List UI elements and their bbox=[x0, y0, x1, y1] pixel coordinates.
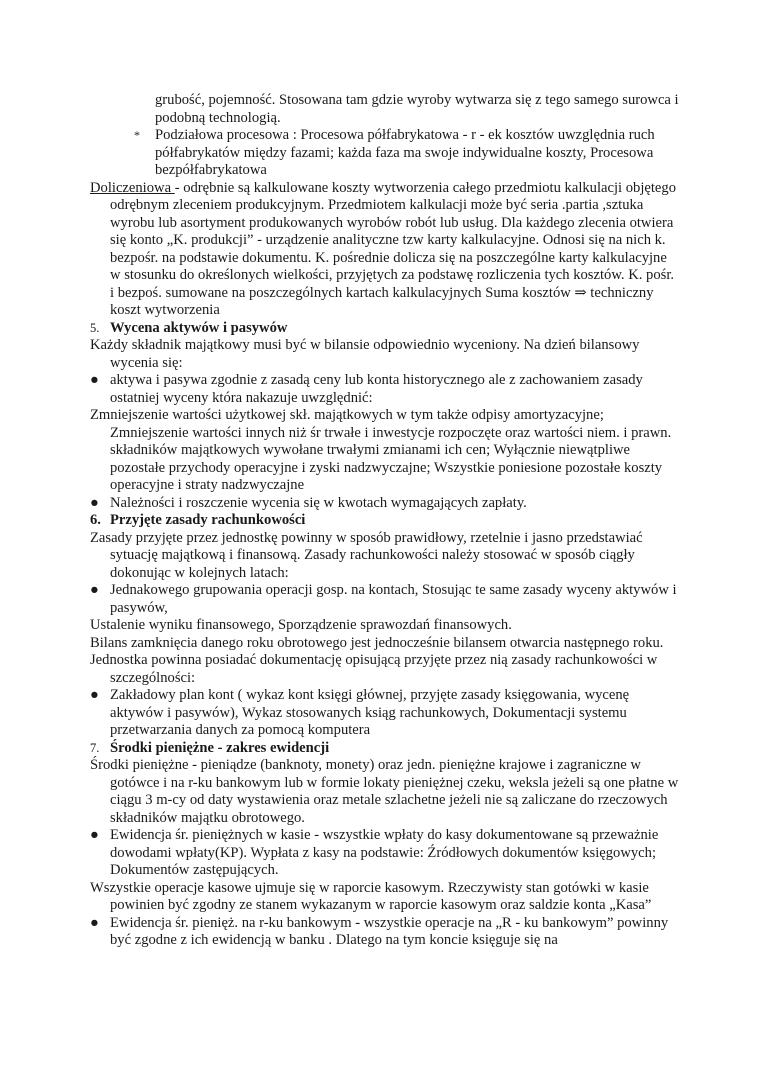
bullet-dot: ● bbox=[90, 582, 99, 598]
paragraph-text: - odrębnie są kalkulowane koszty wytworzenia całego przedmiotu kalkulacji objętego odrębnym zleceniem produkcyjnym. Przedmiotem kalkulacji może być seria .partia ,sztuka wyrobu lub asortyment produkowanych wyrobów robót lub usług. Dla każdego zlecenia otwiera się konto „K. produkcji” - urządzenie analityczne tzw karty kalkulacyjne. Odnosi się na nich k. bezpośr. na podstawie dokumentu. K. pośrednie dolicza się na poszczególne karty kalkulacyjne w stosunku do określonych wielkości, przyjętych za podstawę rozliczenia tych kosztów. K. pośr. i bezpoś. sumowane na poszczególnych kartach kalkulacyjnych Suma kosztów ⇒ techniczny koszt wytworzenia bbox=[110, 179, 676, 318]
heading-text: Przyjęte zasady rachunkowości bbox=[110, 512, 306, 528]
paragraph-ustalenie: Ustalenie wyniku finansowego, Sporządzenie sprawozdań finansowych. bbox=[90, 617, 512, 633]
document-page bbox=[90, 92, 680, 950]
heading-text: Wycena aktywów i pasywów bbox=[110, 319, 288, 336]
heading-5 bbox=[90, 320, 680, 338]
bullet-jednakowego bbox=[90, 582, 680, 617]
bullet-text: Należności i roszczenie wycenia się w kwotach wymagających zapłaty. bbox=[110, 494, 527, 511]
bullet-dot: ● bbox=[90, 494, 99, 511]
list-item-text: Podziałowa procesowa : Procesowa półfabrykatowa - r - ek kosztów uwzględnia ruch półfabrykatów między fazami; każda faza ma swoje indywidualne koszty, Procesowa bezpółfabrykatowa bbox=[155, 127, 655, 178]
bullet-text: aktywa i pasywa zgodnie z zasadą ceny lub konta historycznego ale z zachowaniem zasady ostatniej wyceny która nakazuje uwzględnić: bbox=[110, 372, 643, 406]
paragraph-zasady-przyjete: Zasady przyjęte przez jednostkę powinny w sposób prawidłowy, rzetelnie i jasno przedstawiać sytuację majątkową i finansową. Zasady rachunkowości należy stosować w sposób ciągły dokonując w kolejnych latach: bbox=[90, 529, 643, 581]
heading-number: 5. bbox=[90, 320, 100, 335]
paragraph-zmniejszenie: Zmniejszenie wartości użytkowej skł. majątkowych w tym także odpisy amortyzacyjne; Zmniejszenie wartości innych niż śr trwałe i inwestycje rozpoczęte oraz wartości niem. i prawn. składników majątkowych wywołane trwałymi zmianami ich cen; Wyłącznie niewątpliwe pozostałe przychody operacyjne i zyski nadzwyczajne; Wszystkie poniesione pozostałe koszty operacyjne i straty nadzwyczajne bbox=[90, 407, 672, 493]
bullet-text: Ewidencja śr. pieniężnych w kasie - wszystkie wpłaty do kasy dokumentowane są przeważnie dowodami wpłaty(KP). Wypłata z kasy na podstawie: Źródłowych dokumentów księgowych; Dokumentów zastępujących. bbox=[110, 827, 659, 878]
bullet-ewidencja-bank bbox=[90, 915, 680, 950]
bullet-dot: ● bbox=[90, 372, 99, 388]
bullet-naleznosci bbox=[90, 495, 680, 513]
list-item-podzialowa bbox=[90, 127, 680, 180]
bullet-text: Jednakowego grupowania operacji gosp. na kontach, Stosując te same zasady wyceny aktywów i pasywów, bbox=[110, 582, 677, 616]
paragraph-doliczeniowa bbox=[90, 180, 680, 320]
term-doliczeniowa: Doliczeniowa bbox=[90, 179, 175, 196]
bullet-zakladowy-plan bbox=[90, 687, 680, 740]
bullet-aktywa-pasywa bbox=[90, 372, 680, 407]
paragraph-jednostka: Jednostka powinna posiadać dokumentację opisującą przyjęte przez nią zasady rachunkowości w szczególności: bbox=[90, 652, 658, 686]
bullet-text: Zakładowy plan kont ( wykaz kont księgi głównej, przyjęte zasady księgowania, wycenę aktywów i pasywów), Wykaz stosowanych ksiąg rachunkowych, Dokumentacji systemu przetwarzania danych za pomocą komputera bbox=[110, 687, 630, 738]
paragraph-bilans: Bilans zamknięcia danego roku obrotowego jest jednocześnie bilansem otwarcia następnego roku. bbox=[90, 634, 664, 651]
bullet-text: Ewidencja śr. pienięż. na r-ku bankowym - wszystkie operacje na „R - ku bankowym” powinny być zgodne z ich ewidencją w banku . Dlatego na tym koncie księguje się na bbox=[110, 914, 669, 948]
bullet-dot: ● bbox=[90, 827, 99, 843]
paragraph-operacje-kasowe: Wszystkie operacje kasowe ujmuje się w raporcie kasowym. Rzeczywisty stan gotówki w kasie powinien być zgodny ze stanem wykazanym w raporcie kasowym oraz saldzie konta „Kasa” bbox=[90, 879, 652, 913]
bullet-dot: ● bbox=[90, 914, 99, 931]
bullet-ewidencja-kasa bbox=[90, 827, 680, 880]
heading-text: Środki pieniężne - zakres ewidencji bbox=[110, 739, 330, 756]
paragraph-grubosc: grubość, pojemność. Stosowana tam gdzie wyroby wytwarza się z tego samego surowca i podobną technologią. bbox=[155, 92, 679, 126]
heading-6 bbox=[90, 512, 680, 530]
bullet-dot: ● bbox=[90, 687, 99, 703]
asterisk-bullet: * bbox=[134, 128, 140, 142]
heading-number: 7. bbox=[90, 740, 100, 755]
heading-number: 6. bbox=[90, 512, 101, 528]
paragraph-kazdy-skladnik: Każdy składnik majątkowy musi być w bilansie odpowiednio wyceniony. Na dzień bilansowy wycenia się: bbox=[90, 337, 640, 371]
heading-7 bbox=[90, 740, 680, 758]
paragraph-srodki-pieniezne: Środki pieniężne - pieniądze (banknoty, monety) oraz jedn. pieniężne krajowe i zagraniczne w gotówce i na r-ku bankowym lub w formie lokaty pieniężnej czeku, weksla jeżeli są one płatne w ciągu 3 m-cy od daty wystawienia oraz metale szlachetne jeżeli nie są zaliczane do rzeczowych składników majątku obrotowego. bbox=[90, 757, 679, 826]
